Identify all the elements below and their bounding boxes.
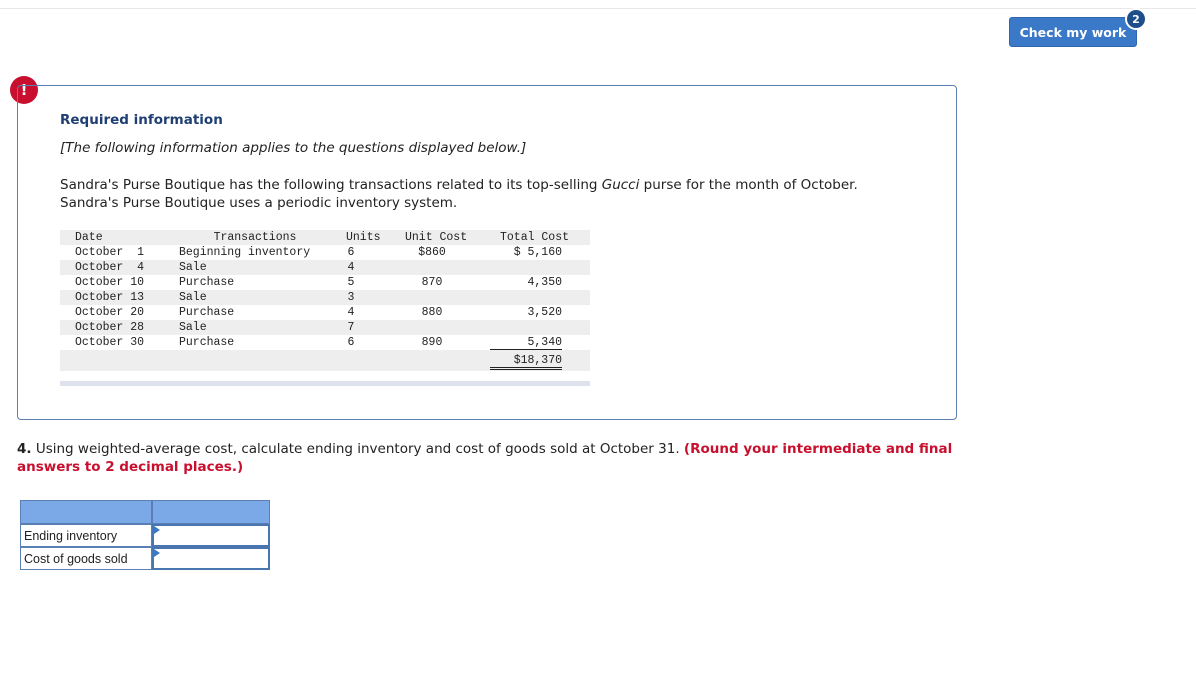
- header-transactions: Transactions: [213, 231, 297, 244]
- transactions-table: [60, 230, 590, 371]
- cost-of-goods-sold-input[interactable]: [152, 547, 270, 570]
- header-units: Units: [346, 231, 381, 244]
- ending-inventory-label: Ending inventory: [20, 524, 152, 547]
- answer-header-label-cell: [20, 500, 152, 524]
- table-row: October 20 Purchase 4 880 3,520: [75, 306, 562, 319]
- check-my-work-button[interactable]: Check my work: [1009, 17, 1137, 47]
- input-flag-icon: [154, 526, 160, 534]
- table-scrollbar: [60, 381, 590, 386]
- required-info-title: Required information: [60, 112, 223, 128]
- top-divider: [0, 8, 1196, 9]
- input-flag-icon: [154, 549, 160, 557]
- answer-header-value-cell: [152, 500, 270, 524]
- header-total-cost: Total Cost: [500, 231, 570, 244]
- alert-icon: !: [10, 76, 38, 104]
- question-text: 4. Using weighted-average cost, calculate ending inventory and cost of goods sold at October 31. (Round your intermediate and final answers to 2 decimal places.): [17, 441, 953, 475]
- attempts-badge: 2: [1125, 8, 1147, 30]
- table-row: October 13 Sale 3: [60, 290, 590, 305]
- table-row: October 10 Purchase 5 870 4,350: [75, 276, 562, 289]
- grand-total: $18,370: [490, 354, 562, 370]
- table-row: October 28 Sale 7: [60, 320, 590, 335]
- ending-inventory-input[interactable]: [152, 524, 270, 547]
- required-info-note: [The following information applies to the questions displayed below.]: [60, 140, 527, 156]
- table-row: October 1 Beginning inventory 6 $860 $ 5,160: [75, 246, 562, 259]
- problem-description: Sandra's Purse Boutique has the following transactions related to its top-selling Gucci purse for the month of October. Sandra's Purse Boutique uses a periodic inventory system.: [60, 177, 858, 211]
- table-row: October 4 Sale 4: [60, 260, 590, 275]
- header-unit-cost: Unit Cost: [405, 231, 468, 244]
- header-date: Date: [75, 231, 103, 244]
- table-header: [60, 230, 590, 245]
- table-row: October 30 Purchase 6 890 5,340: [75, 336, 562, 349]
- grand-total-row: [60, 350, 590, 371]
- cost-of-goods-sold-label: Cost of goods sold: [20, 547, 152, 570]
